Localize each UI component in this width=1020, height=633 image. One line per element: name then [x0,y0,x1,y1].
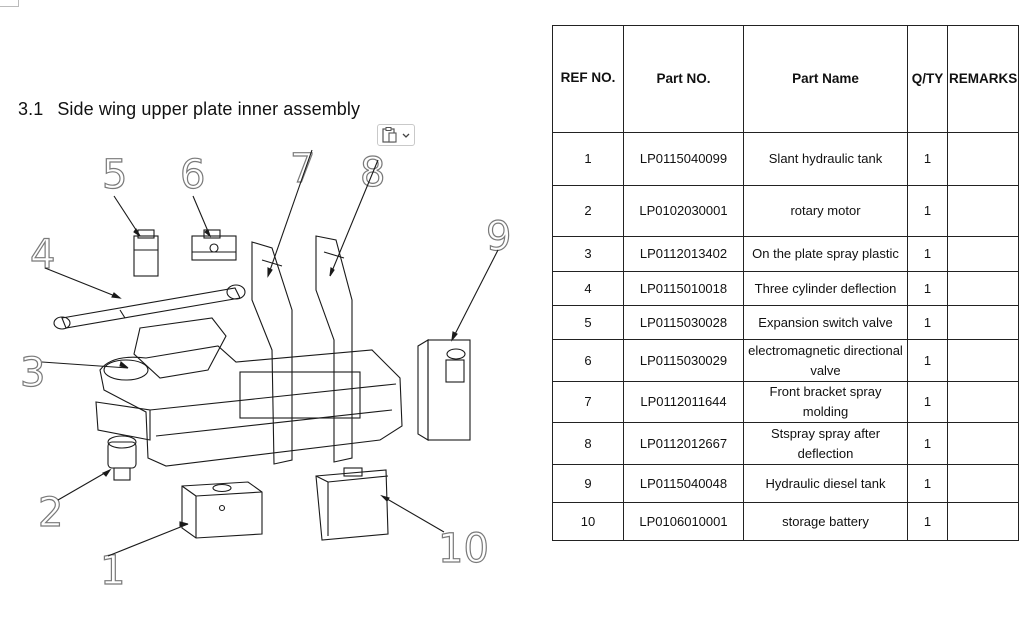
callout-10: 10 [438,526,489,572]
header-qty: Q/TY [908,26,948,133]
cell-part-name: Front bracket spray molding [744,382,908,423]
callout-3: 3 [20,350,46,396]
cell-part-name: Slant hydraulic tank [744,133,908,186]
callout-2: 2 [38,490,64,536]
cell-part-no: LP0115040099 [624,133,744,186]
header-part-name: Part Name [744,26,908,133]
cell-qty: 1 [908,133,948,186]
callout-1: 1 [100,548,126,594]
table-row [553,423,1019,465]
callout-8: 8 [360,150,386,196]
cell-ref: 9 [553,465,624,503]
cell-part-name: rotary motor [744,186,908,237]
cell-part-no: LP0115030029 [624,340,744,382]
cell-part-name: On the plate spray plastic [744,237,908,272]
cell-part-no: LP0112013402 [624,237,744,272]
cell-ref: 2 [553,186,624,237]
cell-qty: 1 [908,237,948,272]
cell-remarks [948,186,1019,237]
table-row [553,503,1019,541]
exploded-assembly-drawing [0,140,545,630]
cell-part-name: electromagnetic directional valve [744,340,908,382]
cell-part-name: storage battery [744,503,908,541]
parts-table [552,25,1019,541]
header-remarks: REMARKS [948,26,1019,133]
cell-qty: 1 [908,340,948,382]
cell-remarks [948,503,1019,541]
page-corner-mark [0,0,19,7]
section-heading [18,99,360,120]
cell-qty: 1 [908,382,948,423]
cell-ref: 5 [553,306,624,340]
cell-part-name: Hydraulic diesel tank [744,465,908,503]
cell-ref: 1 [553,133,624,186]
table-row [553,306,1019,340]
cell-remarks [948,423,1019,465]
cell-remarks [948,340,1019,382]
cell-ref: 4 [553,272,624,306]
table-row [553,133,1019,186]
callout-9: 9 [486,214,512,260]
callout-6: 6 [180,152,206,198]
callout-5: 5 [102,152,128,198]
section-number: 3.1 [18,99,44,119]
cell-qty: 1 [908,503,948,541]
cell-ref: 3 [553,237,624,272]
cell-part-name: Expansion switch valve [744,306,908,340]
cell-ref: 10 [553,503,624,541]
header-part-no: Part NO. [624,26,744,133]
table-row [553,340,1019,382]
cell-part-name: Three cylinder deflection [744,272,908,306]
cell-ref: 8 [553,423,624,465]
cell-remarks [948,382,1019,423]
cell-qty: 1 [908,465,948,503]
cell-qty: 1 [908,306,948,340]
table-row [553,382,1019,423]
cell-remarks [948,306,1019,340]
table-row [553,465,1019,503]
cell-part-no: LP0115030028 [624,306,744,340]
cell-remarks [948,237,1019,272]
cell-ref: 7 [553,382,624,423]
cell-remarks [948,465,1019,503]
cell-qty: 1 [908,272,948,306]
cell-part-no: LP0112012667 [624,423,744,465]
cell-part-no: LP0115010018 [624,272,744,306]
callout-4: 4 [30,232,56,278]
cell-part-no: LP0106010001 [624,503,744,541]
cell-part-no: LP0115040048 [624,465,744,503]
cell-qty: 1 [908,423,948,465]
cell-ref: 6 [553,340,624,382]
cell-part-no: LP0102030001 [624,186,744,237]
table-row [553,272,1019,306]
cell-remarks [948,272,1019,306]
table-header-row [553,26,1019,133]
cell-part-name: Stspray spray after deflection [744,423,908,465]
header-ref-no: REF NO. [553,26,624,133]
cell-qty: 1 [908,186,948,237]
cell-remarks [948,133,1019,186]
table-row [553,186,1019,237]
table-row [553,237,1019,272]
section-title: Side wing upper plate inner assembly [57,99,361,119]
callout-7: 7 [290,146,316,192]
cell-part-no: LP0112011644 [624,382,744,423]
